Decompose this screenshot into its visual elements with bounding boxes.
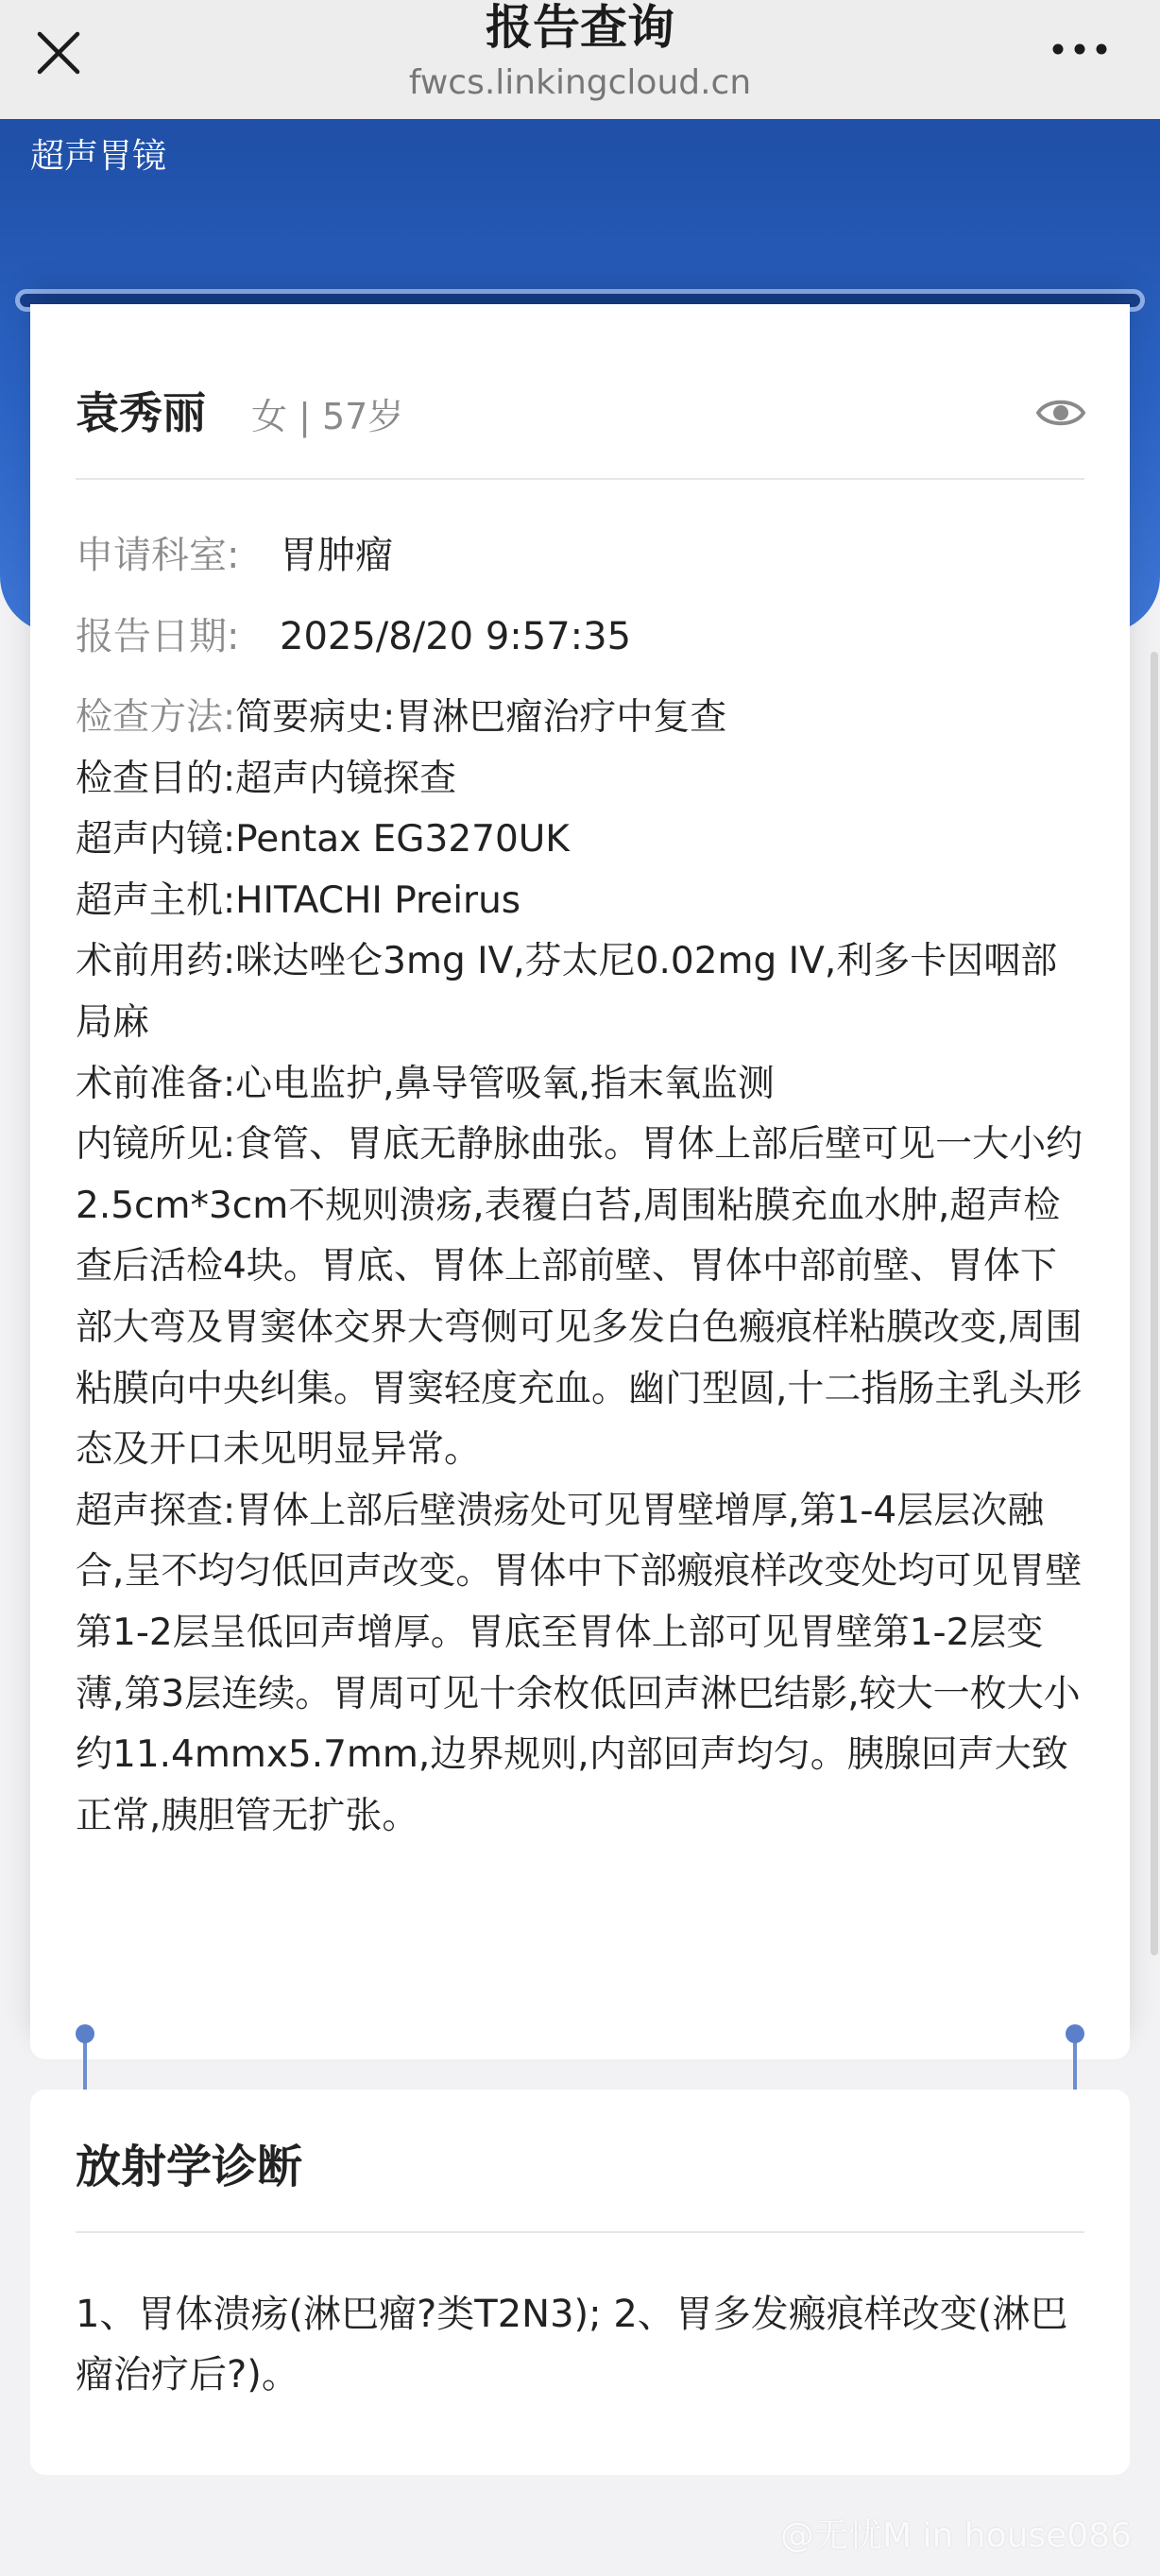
close-icon[interactable]	[32, 26, 85, 79]
department-label: 申请科室:	[76, 534, 240, 577]
patient-gender-age: 女 | 57岁	[251, 396, 404, 437]
diagnosis-title: 放射学诊断	[76, 2141, 303, 2193]
more-options-icon[interactable]	[1049, 36, 1111, 62]
watermark: @无忧M in house086	[780, 2516, 1133, 2555]
divider	[76, 2231, 1084, 2233]
connector-dot	[1066, 2024, 1084, 2043]
report-date-label: 报告日期:	[76, 615, 240, 658]
eye-icon[interactable]	[1035, 391, 1086, 435]
page-title: 报告查询	[486, 0, 674, 55]
top-bar	[0, 0, 1160, 119]
exam-method-label: 检查方法:	[76, 696, 236, 739]
exam-type-label: 超声胃镜	[30, 137, 167, 176]
scrollbar[interactable]	[1151, 652, 1158, 1955]
connector-dot	[76, 2024, 94, 2043]
report-body: 简要病史:胃淋巴瘤治疗中复查 检查目的:超声内镜探查 超声内镜:Pentax EG3270UK 超声主机:HITACHI Preirus 术前用药:咪达唑仑3mg IV,芬太尼0.02mg IV,利多卡因咽部局麻 术前准备:心电监护,鼻导管吸氧,指末氧监测 内镜所见:食管、胃底无静脉曲张。胃体上部后壁可见一大小约2.5cm*3cm不规则溃疡,表覆白苔,周围粘膜充血水肿,超声检查后活检4块。胃底、胃体上部前壁、胃体中部前壁、胃体下部大弯及胃窦体交界大弯侧可见多发白色瘢痕样粘膜改变,周围粘膜向中央纠集。胃窦轻度充血。幽门型圆,十二指肠主乳头形态及开口未见明显异常。 超声探查:胃体上部后壁溃疡处可见胃壁增厚,第1-4层层次融合,呈不均匀低回声改变。胃体中下部瘢痕样改变处均可见胃壁第1-2层呈低回声增厚。胃底至胃体上部可见胃壁第1-2层变薄,第3层连续。胃周可见十余枚低回声淋巴结影,较大一枚大小约11.4mmx5.7mm,边界规则,内部回声均匀。胰腺回声大致正常,胰胆管无扩张。	[76, 696, 1083, 1837]
report-findings	[76, 688, 1090, 1847]
report-date-value: 2025/8/20 9:57:35	[280, 615, 632, 658]
department-value: 胃肿瘤	[280, 534, 393, 577]
patient-name: 袁秀丽	[76, 387, 206, 438]
diagnosis-text: 1、胃体溃疡(淋巴瘤?类T2N3); 2、胃多发瘢痕样改变(淋巴瘤治疗后?)。	[76, 2293, 1068, 2397]
page-url: fwcs.linkingcloud.cn	[408, 63, 752, 102]
divider	[76, 478, 1084, 480]
